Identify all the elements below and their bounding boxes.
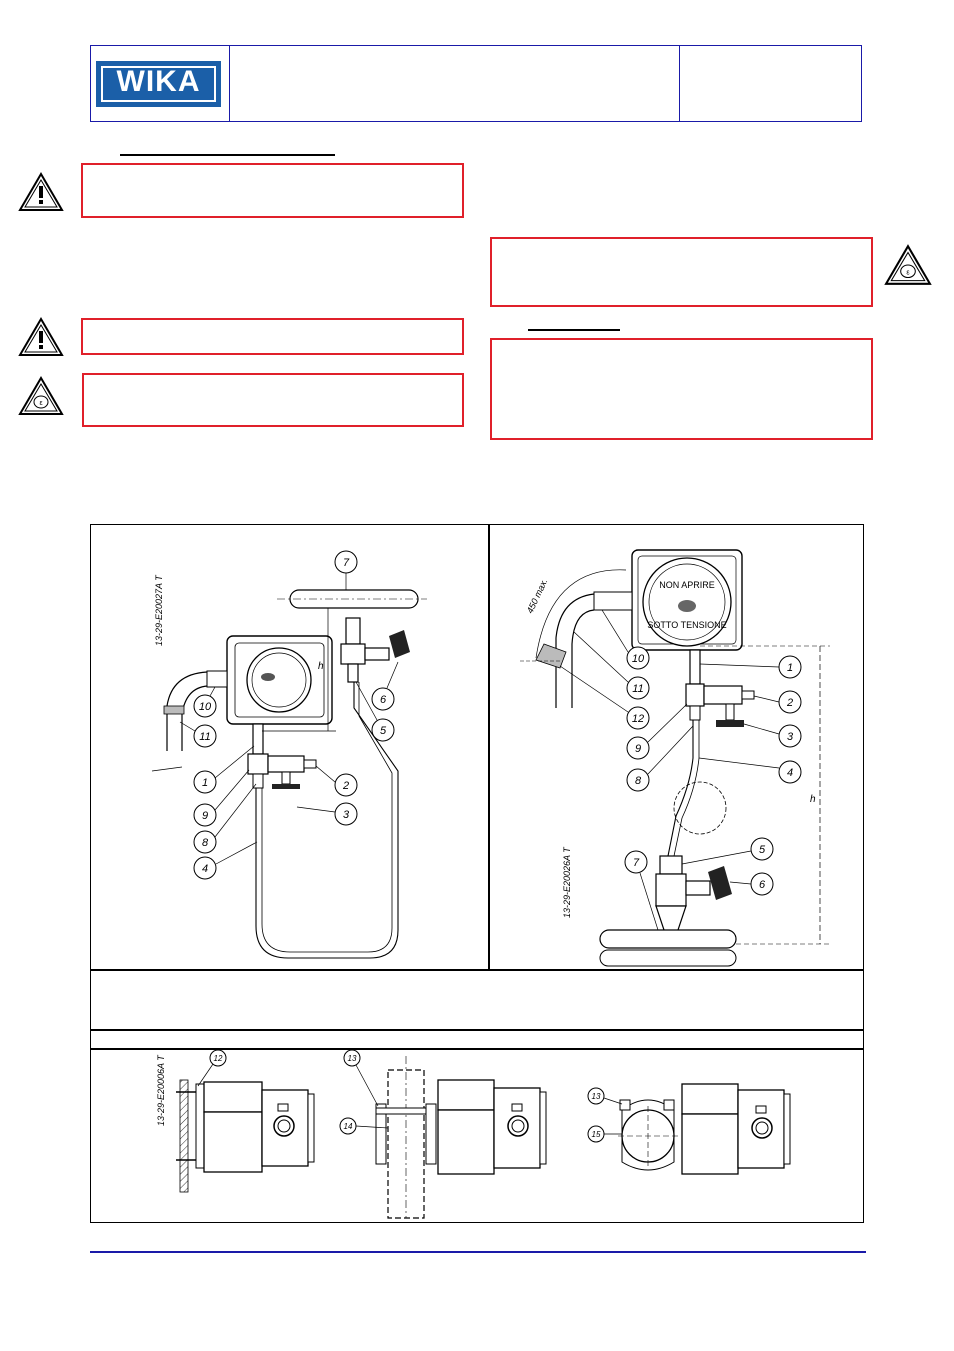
svg-text:4: 4: [201, 863, 209, 875]
svg-text:5: 5: [379, 725, 387, 737]
header-divider: [679, 46, 680, 121]
callout-6: [730, 873, 773, 895]
callout-13: [344, 1050, 378, 1106]
callout-6: [372, 662, 398, 710]
svg-text:3: 3: [342, 809, 350, 821]
svg-text:12: 12: [213, 1054, 223, 1063]
section-heading-underline: [120, 154, 335, 156]
svg-text:10: 10: [198, 701, 212, 713]
svg-text:6: 6: [758, 879, 766, 891]
svg-text:7: 7: [342, 557, 350, 569]
figure-divider: [90, 1029, 864, 1031]
callout-7: [625, 851, 658, 930]
cover-text: NON APRIRE: [659, 580, 715, 590]
dimension-label: h: [318, 661, 324, 672]
svg-text:ε: ε: [39, 400, 43, 407]
footer-rule: [90, 1251, 866, 1253]
svg-text:1: 1: [201, 777, 209, 789]
svg-text:13: 13: [591, 1092, 601, 1101]
drawing-code: 13-29-E20026A T: [562, 847, 572, 918]
callout-10: [194, 687, 216, 717]
warning-triangle-icon: [18, 172, 64, 212]
svg-text:6: 6: [379, 694, 387, 706]
svg-text:4: 4: [786, 767, 794, 779]
angle-label: 450 max.: [524, 577, 550, 615]
callout-7: [335, 551, 357, 590]
svg-text:9: 9: [201, 810, 209, 822]
section-heading-underline: [528, 329, 620, 331]
callout-1: [194, 746, 254, 793]
callout-15: [588, 1126, 622, 1142]
warning-box: [490, 237, 873, 307]
svg-text:13: 13: [347, 1054, 357, 1063]
logo-text: WIKA: [116, 65, 201, 98]
callout-12: [198, 1050, 226, 1086]
mounting-drawing: [92, 1050, 862, 1222]
warning-triangle-icon: [18, 317, 64, 357]
svg-text:ε: ε: [906, 267, 910, 277]
svg-text:15: 15: [591, 1130, 601, 1139]
callout-2: [316, 766, 357, 796]
callout-5: [682, 838, 773, 864]
ex-triangle-icon: [884, 244, 932, 286]
dimension-label: h: [810, 794, 816, 805]
svg-text:1: 1: [786, 662, 794, 674]
callout-11: [180, 722, 216, 747]
svg-text:9: 9: [634, 743, 642, 755]
figure-divider: [90, 969, 864, 971]
callout-3: [297, 803, 357, 825]
callout-3: [744, 724, 801, 747]
callout-13: [588, 1088, 622, 1104]
warning-box: [490, 338, 873, 440]
header-divider: [229, 46, 230, 121]
ex-triangle-icon: [18, 376, 64, 416]
installation-drawing-left: [92, 526, 487, 968]
svg-text:3: 3: [786, 731, 794, 743]
wika-logo: [96, 61, 221, 107]
warning-box: [82, 373, 464, 427]
drawing-code: 13-29-E20027A T: [154, 575, 164, 646]
svg-text:10: 10: [631, 653, 645, 665]
callout-4: [699, 758, 801, 783]
svg-text:11: 11: [199, 731, 211, 743]
cover-text: SOTTO TENSIONE: [647, 620, 727, 630]
svg-text:2: 2: [786, 697, 794, 709]
drawing-code: 13-29-E20006A T: [156, 1055, 166, 1126]
installation-drawing-right: [490, 526, 862, 968]
svg-text:7: 7: [632, 857, 640, 869]
warning-box: [81, 163, 464, 218]
svg-text:2: 2: [342, 780, 350, 792]
callout-2: [754, 691, 801, 713]
warning-box: [81, 318, 464, 355]
svg-text:11: 11: [632, 683, 644, 695]
svg-text:12: 12: [631, 713, 645, 725]
callout-1: [700, 656, 801, 678]
svg-text:8: 8: [201, 837, 209, 849]
svg-text:14: 14: [343, 1122, 353, 1131]
svg-text:8: 8: [634, 775, 642, 787]
svg-text:5: 5: [758, 844, 766, 856]
